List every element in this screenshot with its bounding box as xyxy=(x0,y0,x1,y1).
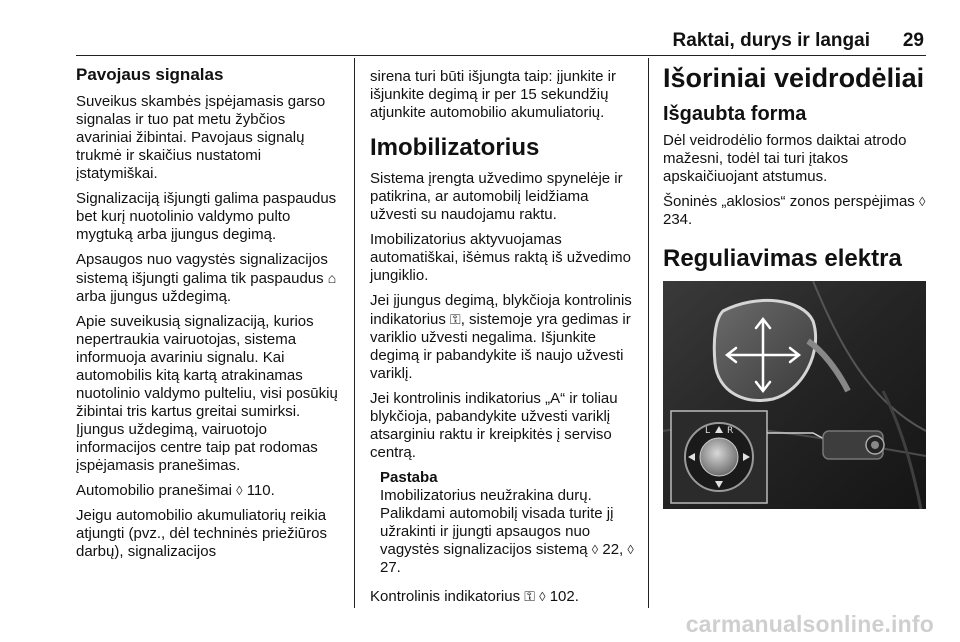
page-ref[interactable]: 22, xyxy=(602,541,624,558)
column-divider-1 xyxy=(354,58,355,608)
page-ref[interactable]: 234. xyxy=(663,211,693,228)
mirror-switch-inset xyxy=(671,411,767,503)
svg-text:L: L xyxy=(705,426,711,436)
paragraph xyxy=(663,193,929,229)
note-title: Pastaba xyxy=(380,469,438,486)
paragraph xyxy=(76,482,344,500)
paragraph xyxy=(76,251,344,306)
text: Jei įjungus degimą, blykčioja kontrolinis indikatorius xyxy=(370,292,632,328)
paragraph xyxy=(370,587,636,606)
paragraph: Suveikus skambės įspėjamasis garso signalas ir tuo pat metu žybčios avariniai žibintai. Pavojaus signalų trukmė ir skaičius nustatomi įstatymiškai. xyxy=(76,93,326,182)
immobilizer-heading: Imobilizatorius xyxy=(370,134,540,161)
text: Apsaugos nuo vagystės signalizacijos sistemą išjungti galima tik paspaudus xyxy=(76,251,328,287)
paragraph: sirena turi būti išjungta taip: įjunkite ir išjunkite degimą ir per 15 sekundžių atjunkite automobilio akumuliatorių. xyxy=(370,68,616,121)
text: Imobilizatorius neužrakina durų. Palikdami automobilį visada turite jį užrakinti ir įjungti apsaugos nuo vagystės signalizacijos sistemą xyxy=(380,487,614,558)
page-ref[interactable]: 110. xyxy=(246,482,275,499)
text: Kontrolinis indikatorius xyxy=(370,588,521,605)
convex-shape-heading: Išgaubta forma xyxy=(663,103,807,125)
text: Šoninės „aklosios“ zonos perspėjimas xyxy=(663,193,915,210)
page-ref-icon: ◊ xyxy=(591,542,599,557)
paragraph: Imobilizatorius aktyvuojamas automatiškai, išėmus raktą iš užvedimo jungiklio. xyxy=(370,231,631,284)
page-ref-icon: ◊ xyxy=(627,542,634,557)
column-3 xyxy=(663,60,929,509)
column-2 xyxy=(370,60,636,613)
paragraph: Jei kontrolinis indikatorius „A“ ir toliau blykčioja, pabandykite užvesti variklį atsarginiu raktu ir kreipkitės į serviso centrą. xyxy=(370,390,618,461)
text: Automobilio pranešimai xyxy=(76,482,232,499)
page-ref[interactable]: 102. xyxy=(549,588,579,605)
text: , sistemoje yra gedimas ir variklio užvesti negalima. Išjunkite degimą ir pabandykite iš naujo užvesti variklį. xyxy=(370,311,631,382)
paragraph xyxy=(370,292,636,383)
alarm-heading: Pavojaus signalas xyxy=(76,65,224,84)
page-number: 29 xyxy=(902,30,924,51)
note-text xyxy=(380,487,636,577)
paragraph: Sistema įrengta užvedimo spynelėje ir patikrina, ar automobilį leidžiama užvesti su naudojamu raktu. xyxy=(370,170,623,223)
immobilizer-icon: ⚿ xyxy=(450,311,461,327)
page-ref-icon: ◊ xyxy=(236,483,243,498)
page-header xyxy=(0,0,960,55)
page-ref[interactable]: 27. xyxy=(380,559,401,576)
header-rule xyxy=(76,55,926,56)
paragraph: Signalizaciją išjungti galima paspaudus bet kurį nuotolinio valdymo pulto mygtuką arba įjungus degimą. xyxy=(76,190,337,243)
watermark: carmanualsonline.info xyxy=(685,611,934,637)
paragraph: Apie suveikusią signalizaciją, kurios nepertraukia vairuotojas, sistema informuoja avariniu signalu. Kai automobilis kitą kartą atrakinamas nuotolinio valdymo pulteliu, visi posūkių žibintai tris kartus greitai sumirksi. Įjungus uždegimą, vairuotojo informacijos centre taip pat rodomas įspėjamasis pranešimas. xyxy=(76,313,338,474)
unlock-key-icon: ⌂ xyxy=(327,270,337,286)
paragraph: Dėl veidrodėlio formos daiktai atrodo mažesni, todėl tai turi įtakos apskaičiuojant atstumus. xyxy=(663,132,907,185)
immobilizer-icon: ⚿ xyxy=(524,588,535,604)
mirrors-heading: Išoriniai veidrodėliai xyxy=(663,63,925,93)
note-box xyxy=(380,469,636,577)
svg-text:R: R xyxy=(727,426,734,436)
column-divider-2 xyxy=(648,58,649,608)
text: arba įjungus uždegimą. xyxy=(76,288,232,305)
electric-adjust-heading: Reguliavimas elektra xyxy=(663,245,902,272)
mirror-control-photo xyxy=(663,281,926,509)
page-ref-icon: ◊ xyxy=(918,194,926,209)
page-ref-icon: ◊ xyxy=(539,589,546,604)
paragraph: Jeigu automobilio akumuliatorių reikia atjungti (pvz., dėl techninės priežiūros darbų), signalizacijos xyxy=(76,507,327,560)
column-1 xyxy=(76,60,344,568)
chapter-title: Raktai, durys ir langai xyxy=(672,30,870,51)
